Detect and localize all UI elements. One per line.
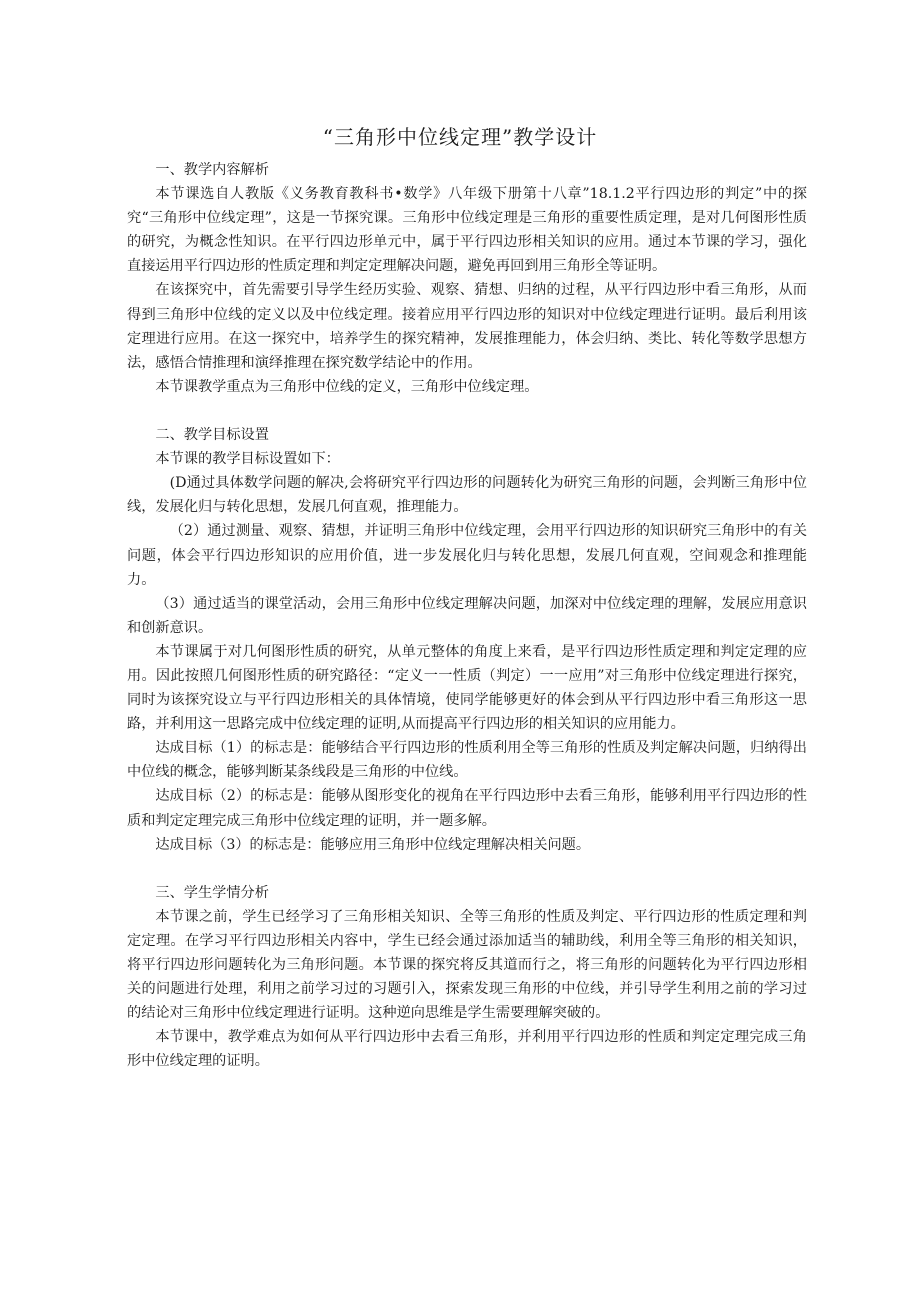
paragraph: 本节课属于对几何图形性质的研究，从单元整体的角度上来看，是平行四边形性质定理和判定定理的应用。因此按照几何图形性质的研究路径：“定义一一性质（判定）一一应用”对三角形中位线定理进行探究，同时为该探究设立与平行四边形相关的具体情境，使同学能够更好的体会到从平行四边形中看三角形这一思路，并利用这一思路完成中位线定理的证明,从而提高平行四边形的相关知识的应用能力。 bbox=[127, 643, 807, 733]
goal-mark: 达成目标（3）的标志是：能够应用三角形中位线定理解决相关问题。 bbox=[155, 836, 591, 853]
spacer bbox=[127, 857, 807, 881]
document-body bbox=[127, 158, 807, 1074]
section-heading-student-analysis: 三、学生学情分析 bbox=[155, 884, 269, 901]
spacer bbox=[127, 399, 807, 423]
goal-item: （3）通过适当的课堂活动，会用三角形中位线定理解决问题，加深对中位线定理的理解，发展应用意识和创新意识。 bbox=[127, 595, 807, 636]
paragraph: 本节课教学重点为三角形中位线的定义，三角形中位线定理。 bbox=[155, 378, 539, 395]
goal-item: （2）通过测量、观察、猜想，并证明三角形中位线定理，会用平行四边形的知识研究三角形中的有关问题，体会平行四边形知识的应用价值，进一步发展化归与转化思想，发展几何直观，空间观念和推理能力。 bbox=[127, 523, 807, 588]
paragraph: 在该探究中，首先需要引导学生经历实验、观察、猜想、归纳的过程，从平行四边形中看三角形，从而得到三角形中位线的定义以及中位线定理。接着应用平行四边形的知识对中位线定理进行证明。最后利用该定理进行应用。在这一探究中，培养学生的探究精神，发展推理能力，体会归纳、类比、转化等数学思想方法，感悟合情推理和演绎推理在探究数学结论中的作用。 bbox=[127, 282, 807, 371]
paragraph: 本节课中，教学难点为如何从平行四边形中去看三角形，并利用平行四边形的性质和判定定理完成三角形中位线定理的证明。 bbox=[127, 1029, 807, 1070]
goal-item: (D通过具体数学问题的解决,会将研究平行四边形的问题转化为研究三角形的问题，会判断三角形中位线，发展化归与转化思想，发展几何直观，推理能力。 bbox=[127, 475, 807, 516]
goal-mark: 达成目标（2）的标志是：能够从图形变化的视角在平行四边形中去看三角形，能够利用平行四边形的性质和判定定理完成三角形中位线定理的证明，并一题多解。 bbox=[127, 788, 807, 829]
section-heading-content-analysis: 一、教学内容解析 bbox=[155, 162, 269, 178]
paragraph: 本节课的教学目标设置如下： bbox=[155, 451, 340, 468]
document-title: “三角形中位线定理”教学设计 bbox=[322, 125, 598, 149]
goal-mark: 达成目标（1）的标志是：能够结合平行四边形的性质利用全等三角形的性质及判定解决问题，归纳得出中位线的概念，能够判断某条线段是三角形的中位线。 bbox=[127, 740, 807, 781]
paragraph: 本节课选自人教版《义务教育教科书•数学》八年级下册第十八章”18.1.2平行四边形的判定”中的探究“三角形中位线定理”，这是一节探究课。三角形中位线定理是三角形的重要性质定理，是对几何图形性质的研究，为概念性知识。在平行四边形单元中，属于平行四边形相关知识的应用。通过本节课的学习，强化直接运用平行四边形的性质定理和判定定理解决问题，避免再回到用三角形全等证明。 bbox=[127, 186, 807, 275]
paragraph: 本节课之前，学生已经学习了三角形相关知识、全等三角形的性质及判定、平行四边形的性质定理和判定定理。在学习平行四边形相关内容中，学生已经会通过添加适当的辅助线，利用全等三角形的相关知识，将平行四边形问题转化为三角形问题。本节课的探究将反其道而行之，将三角形的问题转化为平行四边形相关的问题进行处理，利用之前学习过的习题引入，探索发现三角形的中位线，并引导学生利用之前的学习过的结论对三角形中位线定理进行证明。这种逆向思维是学生需要理解突破的。 bbox=[127, 908, 807, 1022]
section-heading-teaching-goals: 二、教学目标设置 bbox=[155, 427, 269, 444]
